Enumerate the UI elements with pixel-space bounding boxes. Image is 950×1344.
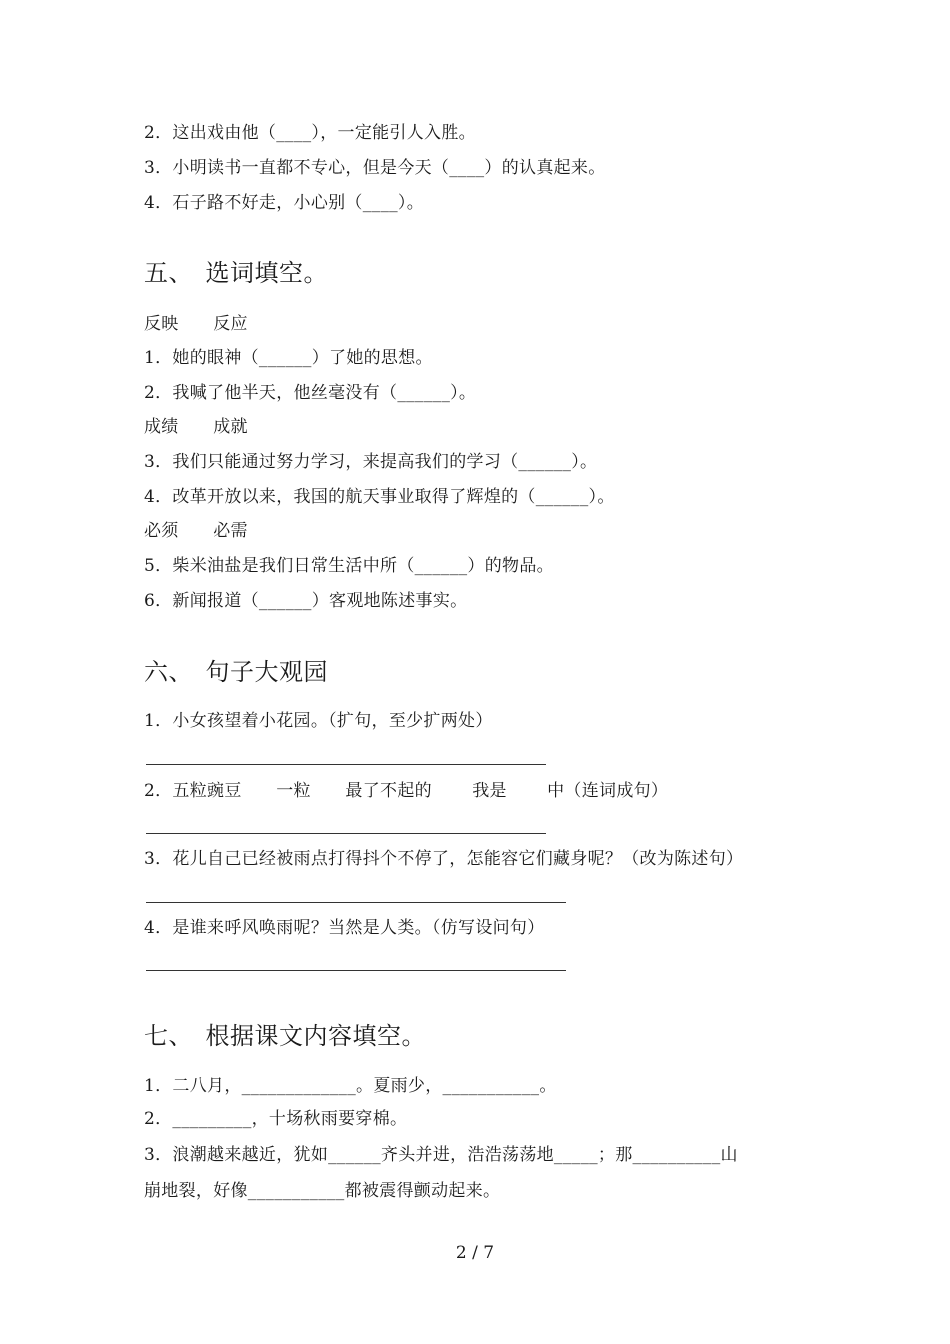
s6-answer-line-4[interactable] [146, 970, 566, 971]
section-7-title: 七、 根据课文内容填空。 [144, 1022, 426, 1050]
s5-question-4: 4．改革开放以来，我国的航天事业取得了辉煌的（______）。 [144, 487, 615, 507]
s5-question-5: 5．柴米油盐是我们日常生活中所（______）的物品。 [144, 556, 554, 576]
s7-question-1: 1．二八月，_____________。夏雨少，___________。 [144, 1076, 557, 1096]
s5-question-1: 1．她的眼神（______）了她的思想。 [144, 348, 433, 368]
s6-question-4: 4．是谁来呼风唤雨呢？当然是人类。（仿写设问句） [144, 918, 545, 938]
s4-question-2: 2．这出戏由他（____），一定能引人入胜。 [144, 123, 476, 143]
s6-question-3: 3．花儿自己已经被雨点打得抖个不停了，怎能容它们藏身呢？（改为陈述句） [144, 849, 744, 869]
s6-question-2: 2．五粒豌豆 一粒 最了不起的 我是 中（连词成句） [144, 781, 669, 801]
section-6-title: 六、 句子大观园 [144, 658, 328, 686]
s5-question-6: 6．新闻报道（______）客观地陈述事实。 [144, 591, 468, 611]
s7-question-3-line-1: 3．浪潮越来越近，犹如______齐头并进，浩浩荡荡地_____；那__________山 [144, 1145, 738, 1165]
s6-question-1: 1．小女孩望着小花园。（扩句，至少扩两处） [144, 711, 493, 731]
section-5-title: 五、 选词填空。 [144, 259, 328, 287]
s6-answer-line-2[interactable] [146, 833, 546, 834]
s6-answer-line-1[interactable] [146, 764, 546, 765]
s4-question-4: 4．石子路不好走，小心别（____）。 [144, 193, 425, 213]
s6-answer-line-3[interactable] [146, 902, 566, 903]
s5-question-3: 3．我们只能通过努力学习，来提高我们的学习（______）。 [144, 452, 598, 472]
s5-word-group-3: 必须 必需 [144, 521, 248, 541]
page-number: 2 / 7 [455, 1243, 495, 1263]
s7-question-3-line-2: 崩地裂，好像___________都被震得颤动起来。 [144, 1181, 501, 1201]
s4-question-3: 3．小明读书一直都不专心，但是今天（____）的认真起来。 [144, 158, 606, 178]
s5-word-group-2: 成绩 成就 [144, 417, 248, 437]
s5-word-group-1: 反映 反应 [144, 314, 248, 334]
s5-question-2: 2．我喊了他半天，他丝毫没有（______）。 [144, 383, 477, 403]
s7-question-2: 2．_________，十场秋雨要穿棉。 [144, 1109, 408, 1129]
